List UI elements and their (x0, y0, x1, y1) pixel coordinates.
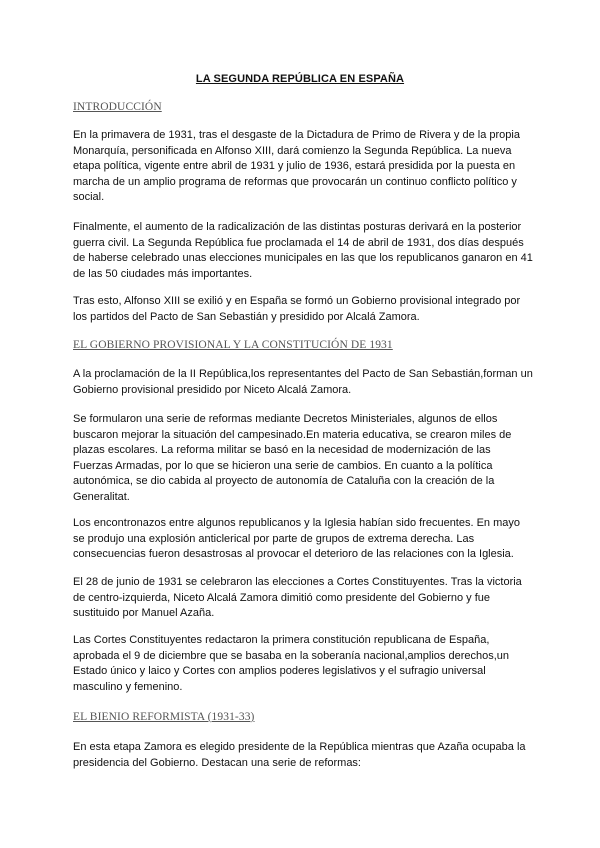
section-heading-gobierno-provisional: EL GOBIERNO PROVISIONAL Y LA CONSTITUCIÓN DE 1931 (73, 339, 393, 351)
paragraph: Las Cortes Constituyentes redactaron la primera constitución republicana de España, aprobada el 9 de diciembre que se basaba en la soberanía nacional,amplios derechos,un Estado único y laico y Cortes con amplios poderes legislativos y el sufragio universal masculino y femenino. (73, 634, 510, 693)
paragraph: En esta etapa Zamora es elegido presidente de la República mientras que Azaña ocupaba la presidencia del Gobierno. Destacan una serie de reformas: (73, 741, 526, 769)
document-title: LA SEGUNDA REPÚBLICA EN ESPAÑA (195, 73, 405, 85)
paragraph: A la proclamación de la II República,los representantes del Pacto de San Sebastián,forman un Gobierno provisional presidido por Niceto Alcalá Zamora. (73, 368, 533, 396)
paragraph: Los encontronazos entre algunos republicanos y la Iglesia habían sido frecuentes. En mayo se produjo una explosión anticlerical por parte de grupos de extrema derecha. Las consecuencias fueron desastrosas al provocar el deterioro de las relaciones con la Iglesia. (73, 517, 521, 561)
paragraph: Finalmente, el aumento de la radicalización de las distintas posturas derivará en la posterior guerra civil. La Segunda República fue proclamada el 14 de abril de 1931, dos días después de haberse celebrado unas elecciones municipales en las que los republicanos ganaron en 41 de las 50 ciudades más importantes. (73, 221, 533, 280)
paragraph: El 28 de junio de 1931 se celebraron las elecciones a Cortes Constituyentes. Tras la victoria de centro-izquierda, Niceto Alcalá Zamora dimitió como presidente del Gobierno y fue sustituido por Manuel Azaña. (73, 576, 522, 620)
section-heading-bienio-reformista: EL BIENIO REFORMISTA (1931-33) (73, 711, 255, 723)
paragraph: Se formularon una serie de reformas mediante Decretos Ministeriales, algunos de ellos buscaron mejorar la situación del campesinado.En materia educativa, se crearon miles de plazas escolares. La reforma militar se basó en la necesidad de modernización de las Fuerzas Armadas, por lo que se hicieron una serie de cambios. En cuanto a la política autonómica, se dio cabida al proyecto de autonomía de Cataluña con la creación de la Generalitat. (73, 413, 512, 503)
paragraph: En la primavera de 1931, tras el desgaste de la Dictadura de Primo de Rivera y de la propia Monarquía, personificada en Alfonso XIII, dará comienzo la Segunda República. La nueva etapa política, vigente entre abril de 1931 y julio de 1936, estará presidida por la puesta en marcha de un amplio programa de reformas que provocarán un continuo conflicto político y social. (73, 129, 520, 204)
section-heading-introduccion: INTRODUCCIÓN (73, 101, 162, 113)
paragraph: Tras esto, Alfonso XIII se exilió y en España se formó un Gobierno provisional integrado por los partidos del Pacto de San Sebastián y presidido por Alcalá Zamora. (73, 295, 521, 323)
